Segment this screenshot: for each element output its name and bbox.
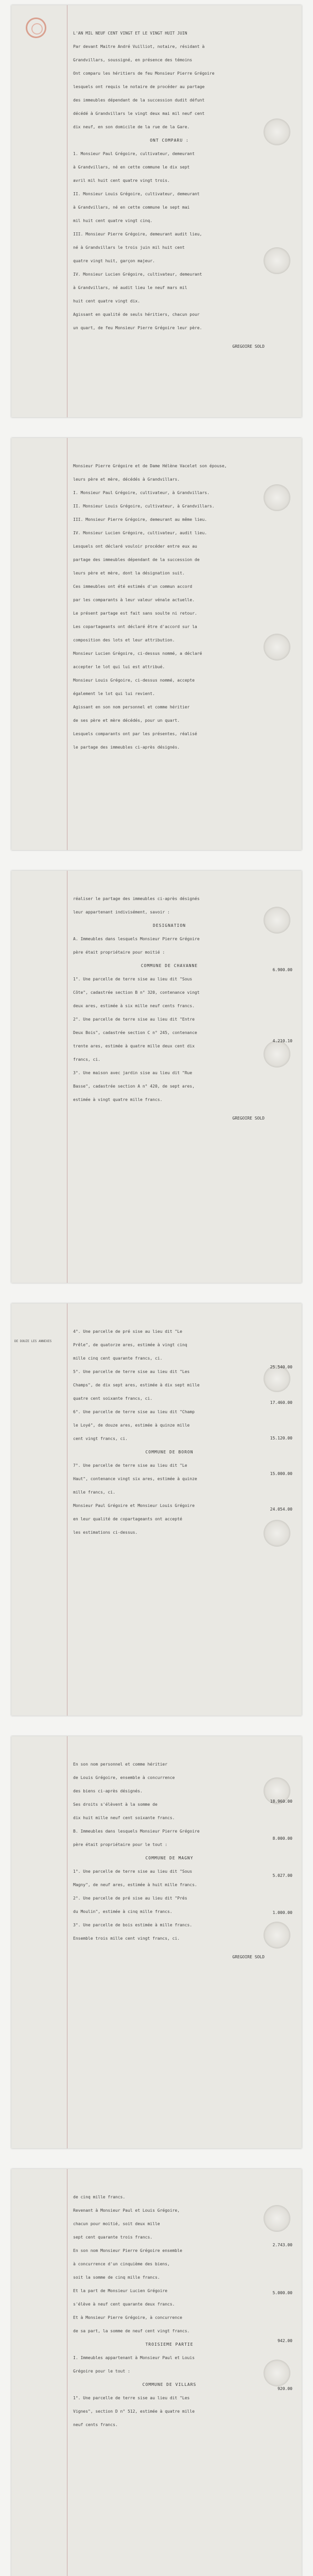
text-line: Agissant en son nom personnel et comme héritier <box>73 705 190 709</box>
text-line: II. Monsieur Louis Grégoire, cultivateur, demeurant <box>73 192 200 196</box>
amount-figure: 25.540.00 <box>270 1365 292 1369</box>
text-line: Grandvillars, soussigné, en présence des témoins <box>73 58 193 62</box>
amount-figure: 5.027.00 <box>272 1873 292 1878</box>
text-line: s'élève à neuf cent quarante deux francs. <box>73 2302 175 2307</box>
amount-figure: 18.960.00 <box>270 1799 292 1804</box>
section-heading: DESIGNATION <box>153 923 186 928</box>
text-line: Les copartageants ont déclaré être d'accord sur la <box>73 624 197 629</box>
text-line: 1°. Une parcelle de terre sise au lieu dit "Les <box>73 2396 190 2400</box>
text-line: francs, ci. <box>73 1057 100 1062</box>
text-line: dix neuf, en son domicile de la rue de la Gare. <box>73 125 190 129</box>
fiscal-stamp-icon <box>26 18 46 38</box>
text-line: leur appartenant indivisément, savoir : <box>73 910 170 914</box>
embossed-seal-icon <box>264 118 290 145</box>
text-line: trente ares, estimée à quatre mille deux cent dix <box>73 1044 195 1048</box>
text-line: 4°. Une parcelle de pré sise au lieu dit "Le <box>73 1329 182 1334</box>
signature-initials: GREGOIRE SOLD <box>232 344 265 349</box>
text-line: leurs père et mère, dont la désignation suit. <box>73 571 185 575</box>
text-line: Deux Bois", cadastrée section C n° 245, contenance <box>73 1030 197 1035</box>
text-line: Monsieur Louis Grégoire, ci-dessus nommé, accepte <box>73 678 195 683</box>
amount-figure: 24.054.00 <box>270 1507 292 1512</box>
document-page <box>11 1736 302 2148</box>
text-line: 1°. Une parcelle de terre sise au lieu dit "Sous <box>73 977 193 981</box>
text-line: Ont comparu les héritiers de feu Monsieur Pierre Grégoire <box>73 71 215 76</box>
text-line: Basse", cadastrée section A n° 420, de sept ares, <box>73 1084 195 1089</box>
signature-initials: GREGOIRE SOLD <box>232 1955 265 1959</box>
text-line: de Louis Grégoire, ensemble à concurrence <box>73 1775 175 1780</box>
text-line: II. Monsieur Louis Grégoire, cultivateur, à Grandvillars. <box>73 504 215 509</box>
text-line: un quart, de feu Monsieur Pierre Grégoire leur père. <box>73 326 202 330</box>
text-line: Par devant Maitre André Vuilliot, notaire, résidant à <box>73 44 205 49</box>
section-heading: TROISIEME PARTIE <box>145 2342 194 2347</box>
amount-figure: 942.00 <box>277 2338 292 2343</box>
text-line: le Loyé", de douze ares, estimée à quinze mille <box>73 1423 190 1428</box>
text-line: 7°. Une parcelle de terre sise au lieu dit "Le <box>73 1463 187 1468</box>
text-line: IV. Monsieur Lucien Grégoire, cultivateur, audit lieu. <box>73 531 207 535</box>
embossed-seal-icon <box>264 247 290 274</box>
text-line: huit cent quatre vingt dix. <box>73 299 141 303</box>
embossed-seal-icon <box>264 1041 290 1067</box>
text-line: du Moulin", estimée à cinq mille francs. <box>73 1909 172 1914</box>
document-page <box>11 2169 302 2576</box>
text-line: dix huit mille neuf cent soixante francs. <box>73 1816 175 1820</box>
text-line: Et à Monsieur Pierre Grégoire, à concurrence <box>73 2315 182 2320</box>
text-line: des immeubles dépendant de la succession dudit défunt <box>73 98 205 103</box>
text-line: les estimations ci-dessus. <box>73 1530 138 1535</box>
text-line: quatre vingt huit, garçon majeur. <box>73 259 155 263</box>
text-line: I. Monsieur Paul Grégoire, cultivateur, à Grandvillars. <box>73 490 210 495</box>
text-line: Grégoire pour le tout : <box>73 2369 130 2374</box>
text-line: de ses père et mère décédés, pour un quart. <box>73 718 180 723</box>
text-line: Le présent partage est fait sans soulte ni retour. <box>73 611 197 616</box>
text-line: en leur qualité de copartageants ont accepté <box>73 1517 182 1521</box>
section-heading: COMMUNE DE MAGNY <box>145 1856 194 1860</box>
text-line: père était propriétaire pour moitié : <box>73 950 165 955</box>
text-line: également le lot qui lui revient. <box>73 691 155 696</box>
text-line: né à Grandvillars le trois juin mil huit cent <box>73 245 185 250</box>
text-line: avril mil huit cent quatre vingt trois. <box>73 178 170 183</box>
amount-figure: 6.900.00 <box>272 968 292 972</box>
amount-figure: 15.120.00 <box>270 1436 292 1440</box>
text-line: estimée à vingt quatre mille francs. <box>73 1097 163 1102</box>
text-line: cent vingt francs, ci. <box>73 1436 128 1441</box>
embossed-seal-icon <box>264 907 290 934</box>
amount-figure: 15.000.00 <box>270 1471 292 1476</box>
text-line: soit la somme de cinq mille francs. <box>73 2275 160 2280</box>
margin-note: DE DOUZE LES ANNEXES <box>14 1340 52 1343</box>
text-line: lesquels ont requis le notaire de procéder au partage <box>73 84 205 89</box>
text-line: des biens ci-après désignés. <box>73 1789 143 1793</box>
text-line: 1. Monsieur Paul Grégoire, cultivateur, demeurant <box>73 151 195 156</box>
text-line: 2°. Une parcelle de terre sise au lieu dit "Entre <box>73 1017 195 1022</box>
embossed-seal-icon <box>264 634 290 660</box>
amount-figure: 4.210.10 <box>272 1039 292 1043</box>
amount-figure: 17.460.00 <box>270 1400 292 1405</box>
text-line: A. Immeubles dans lesquels Monsieur Pierre Grégoire <box>73 937 200 941</box>
text-line: Ces immeubles ont été estimés d'un commun accord <box>73 584 193 589</box>
text-line: Revenant à Monsieur Paul et Louis Grégoire, <box>73 2208 180 2213</box>
text-line: Vignes", section D n° 512, estimée à quatre mille <box>73 2409 195 2414</box>
text-line: Ses droits s'élèvent à la somme de <box>73 1802 158 1807</box>
text-line: Lesquels comparants ont par les présentes, réalisé <box>73 732 197 736</box>
text-line: à concurrence d'un cinquième des biens, <box>73 2262 170 2266</box>
text-line: I. Immeubles appartenant à Monsieur Paul et Louis <box>73 2355 195 2360</box>
amount-figure: 920.00 <box>277 2386 292 2391</box>
text-line: sept cent quarante trois francs. <box>73 2235 153 2240</box>
text-line: En son nom personnel et comme héritier <box>73 1762 168 1767</box>
text-line: décédé à Grandvillars le vingt deux mai mil neuf cent <box>73 111 205 116</box>
text-line: Monsieur Paul Grégoire et Monsieur Louis Grégoire <box>73 1503 195 1508</box>
section-heading: COMMUNE DE CHAVANNE <box>141 963 198 968</box>
text-line: Agissant en qualité de seuls héritiers, chacun pour <box>73 312 200 317</box>
embossed-seal-icon <box>264 2205 290 2232</box>
text-line: Champs", de dix sept ares, estimée à dix sept mille <box>73 1383 200 1387</box>
text-line: neuf cents francs. <box>73 2422 118 2427</box>
text-line: III. Monsieur Pierre Grégoire, demeurant au même lieu. <box>73 517 207 522</box>
amount-figure: 1.000.00 <box>272 1910 292 1915</box>
document-page <box>11 5 302 417</box>
text-line: leurs père et mère, décédés à Grandvillars. <box>73 477 180 482</box>
text-line: Lesquels ont déclaré vouloir procéder entre eux au <box>73 544 197 549</box>
section-heading: ONT COMPARU : <box>150 138 189 143</box>
text-line: Magny", de neuf ares, estimée à huit mille francs. <box>73 1883 197 1887</box>
text-line: réaliser le partage des immeubles ci-après désignés <box>73 896 200 901</box>
text-line: de sa part, la somme de neuf cent vingt francs. <box>73 2329 190 2333</box>
text-line: L'AN MIL NEUF CENT VINGT ET LE VINGT HUIT JUIN <box>73 31 187 36</box>
text-line: Côte", cadastrée section B n° 320, contenance vingt <box>73 990 200 995</box>
text-line: Ensemble trois mille cent vingt francs, ci. <box>73 1936 180 1941</box>
embossed-seal-icon <box>264 2360 290 2386</box>
text-line: à Grandvillars, né audit lieu le neuf mars mil <box>73 285 187 290</box>
text-line: En son nom Monsieur Pierre Grégoire ensemble <box>73 2248 182 2253</box>
text-line: 2°. Une parcelle de pré sise au lieu dit "Prés <box>73 1896 187 1901</box>
text-line: Monsieur Lucien Grégoire, ci-dessus nommé, a déclaré <box>73 651 202 656</box>
embossed-seal-icon <box>264 484 290 511</box>
amount-figure: 2.743.00 <box>272 2243 292 2247</box>
text-line: composition des lots et leur attribution. <box>73 638 175 642</box>
text-line: Prêle", de quatorze ares, estimée à vingt cinq <box>73 1343 187 1347</box>
document-page <box>11 1303 302 1716</box>
text-line: à Grandvillars, né en cette commune le dix sept <box>73 165 190 170</box>
text-line: deux ares, estimée à six mille neuf cents francs. <box>73 1004 195 1008</box>
section-heading: COMMUNE DE VILLARS <box>142 2382 197 2387</box>
text-line: mil huit cent quatre vingt cinq. <box>73 218 153 223</box>
text-line: mille cinq cent quarante francs, ci. <box>73 1356 163 1361</box>
text-line: père était propriétaire pour le tout : <box>73 1842 168 1847</box>
text-line: III. Monsieur Pierre Grégoire, demeurant audit lieu, <box>73 232 202 236</box>
signature-initials: GREGOIRE SOLD <box>232 1116 265 1121</box>
text-line: partage des immeubles dépendant de la succession de <box>73 557 200 562</box>
text-line: mille francs, ci. <box>73 1490 115 1495</box>
text-line: 6°. Une parcelle de terre sise au lieu dit "Champ <box>73 1410 195 1414</box>
text-line: Et la part de Monsieur Lucien Grégoire <box>73 2289 168 2293</box>
text-line: Monsieur Pierre Grégoire et de Dame Hélène Vacelet son épouse, <box>73 464 227 468</box>
text-line: par les comparants à leur valeur vénale actuelle. <box>73 598 195 602</box>
amount-figure: 5.000.00 <box>272 2291 292 2295</box>
embossed-seal-icon <box>264 1520 290 1547</box>
text-line: quatre cent soixante francs, ci. <box>73 1396 153 1401</box>
text-line: 3°. Une maison avec jardin sise au lieu dit "Rue <box>73 1071 193 1075</box>
amount-figure: 8.000.00 <box>272 1836 292 1841</box>
text-line: 3°. Une parcelle de bois estimée à mille francs. <box>73 1923 193 1927</box>
document-page <box>11 438 302 850</box>
text-line: 5°. Une parcelle de terre sise au lieu dit "Les <box>73 1369 190 1374</box>
text-line: le partage des immeubles ci-après désignés. <box>73 745 180 750</box>
document-page <box>11 871 302 1283</box>
text-line: chacun pour moitié, soit deux mille <box>73 2222 160 2226</box>
text-line: accepter le lot qui lui est attribué. <box>73 665 165 669</box>
text-line: 1°. Une parcelle de terre sise au lieu dit "Sous <box>73 1869 193 1874</box>
text-line: B. Immeubles dans lesquels Monsieur Pierre Grégoire <box>73 1829 200 1834</box>
text-line: de cinq mille francs. <box>73 2195 126 2199</box>
text-line: IV. Monsieur Lucien Grégoire, cultivateur, demeurant <box>73 272 202 277</box>
embossed-seal-icon <box>264 1922 290 1948</box>
text-line: à Grandvillars, né en cette commune le sept mai <box>73 205 190 210</box>
section-heading: COMMUNE DE BORON <box>145 1450 194 1454</box>
text-line: Haut", contenance vingt six ares, estimée à quinze <box>73 1477 197 1481</box>
